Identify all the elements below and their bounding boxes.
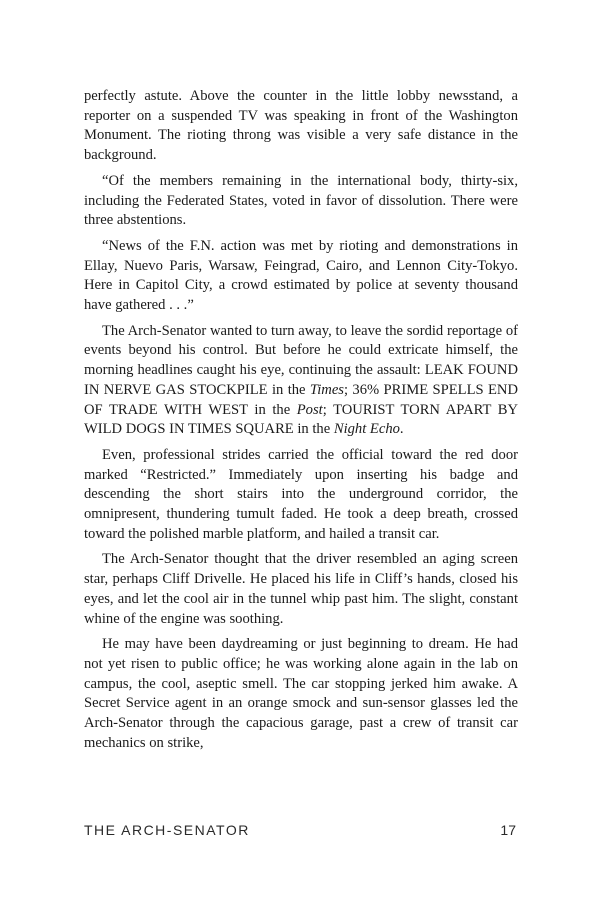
paragraph <box>84 550 518 629</box>
paragraph <box>84 322 518 440</box>
paragraph <box>84 172 518 231</box>
paragraph <box>84 446 518 545</box>
text-run: ; TOURIST TORN APART BY WILD DOGS IN TIMES SQUARE in the <box>84 401 518 438</box>
text-run: “Of the members remaining in the international body, thirty-six, including the Federated States, voted in favor of dissolution. There were three abstentions. <box>84 172 518 229</box>
italic-title: Night Echo <box>333 421 400 438</box>
running-head: THE ARCH-SENATOR <box>84 822 250 838</box>
text-run: ; 36% PRIME SPELLS END OF TRADE WITH WEST in the <box>84 381 518 418</box>
body-text <box>84 87 518 760</box>
italic-title: Times <box>309 381 344 398</box>
text-run: . <box>399 421 404 438</box>
paragraph <box>84 87 518 166</box>
paragraph <box>84 635 518 753</box>
text-run: He may have been daydreaming or just beginning to dream. He had not yet risen to public office; he was working alone again in the lab on campus, the cool, aseptic smell. The car stopping jerked him awake. A Secret Service agent in an orange smock and sun-sensor glasses led the Arch-Senator through the capacious garage, past a crew of transit car mechanics on strike, <box>84 636 518 751</box>
text-run: Even, professional strides carried the official toward the red door marked “Restricted.” Immediately upon inserting his badge and descending the short stairs into the underground corridor, the omnipresent, thundering tumult faded. He took a deep breath, crossed toward the polished marble platform, and hailed a transit car. <box>84 446 518 542</box>
text-run: The Arch-Senator thought that the driver resembled an aging screen star, perhaps Cliff Drivelle. He placed his life in Cliff’s hands, closed his eyes, and let the cool air in the tunnel whip past him. The slight, constant whine of the engine was soothing. <box>84 551 518 627</box>
text-run: The Arch-Senator wanted to turn away, to leave the sordid reportage of events beyond his control. But before he could extricate himself, the morning headlines caught his eye, continuing the assault: LEAK FOUND IN NERVE GAS STOCKPILE in the <box>84 322 518 398</box>
page-number: 17 <box>500 822 516 838</box>
text-run: “News of the F.N. action was met by rioting and demonstrations in Ellay, Nuevo Paris, Warsaw, Feingrad, Cairo, and Lennon City-Tokyo. Here in Capitol City, a crowd estimated by police at seventy thousand have gathered . . .” <box>84 237 518 314</box>
text-run: perfectly astute. Above the counter in the little lobby newsstand, a reporter on a suspended TV was speaking in front of the Washington Monument. The rioting throng was visible a very safe distance in the background. <box>84 88 518 164</box>
italic-title: Post <box>296 401 323 418</box>
paragraph <box>84 237 518 316</box>
